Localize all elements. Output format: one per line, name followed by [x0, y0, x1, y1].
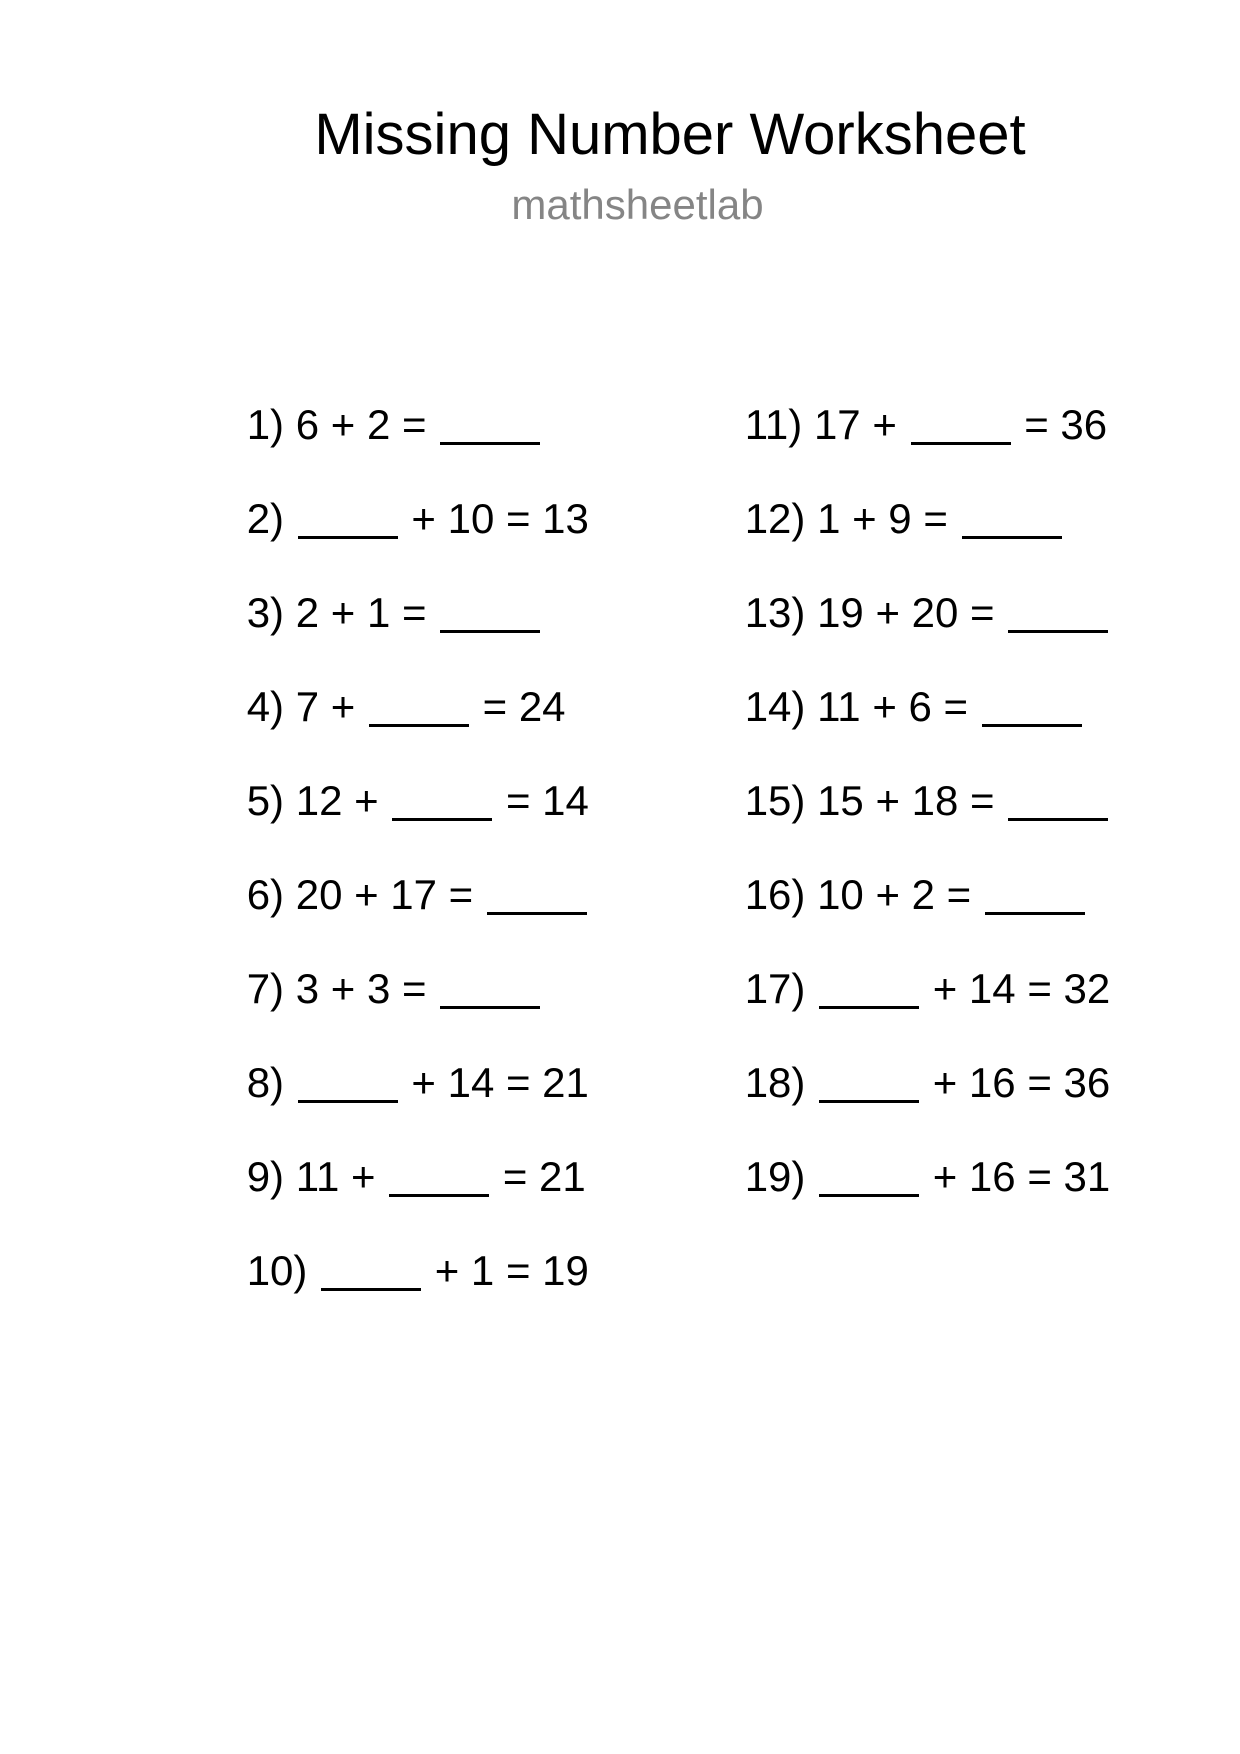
problem-left: 19 + 20 = [817, 589, 995, 636]
problem-left: 17 + [813, 401, 897, 448]
problem-number: 5) [246, 777, 285, 824]
problem-left: 12 + [295, 777, 379, 824]
problem-number: 15) [744, 777, 806, 824]
problem-number: 19) [744, 1153, 806, 1200]
problem-left: 3 + 3 = [295, 965, 427, 1012]
problem-right: + 14 = 32 [932, 965, 1111, 1012]
problem-number: 4) [246, 683, 285, 730]
problem-number: 14) [744, 683, 806, 730]
problem-right: + 16 = 36 [932, 1059, 1111, 1106]
problem-right: = 24 [482, 683, 566, 730]
problem-left: 6 + 2 = [295, 401, 427, 448]
problem-left: 2 + 1 = [295, 589, 427, 636]
problem-number: 1) [246, 401, 285, 448]
problem-left: 11 + [295, 1153, 376, 1200]
problem-left: 7 + [295, 683, 356, 730]
problem-left: 20 + 17 = [295, 871, 474, 918]
problem-10 [200, 1196, 589, 1346]
problem-number: 8) [246, 1059, 285, 1106]
problem-number: 11) [744, 401, 803, 448]
problem-right: + 16 = 31 [932, 1153, 1111, 1200]
problem-right: = 21 [502, 1153, 586, 1200]
problem-number: 6) [246, 871, 285, 918]
problem-right: = 14 [505, 777, 589, 824]
problem-right: + 1 = 19 [434, 1247, 589, 1294]
problem-number: 9) [246, 1153, 285, 1200]
answer-blank[interactable] [321, 1288, 421, 1291]
problem-19 [698, 1102, 1110, 1252]
problem-left: 15 + 18 = [817, 777, 995, 824]
problem-number: 16) [744, 871, 806, 918]
worksheet-subtitle: mathsheetlab [511, 181, 764, 228]
problem-number: 3) [246, 589, 285, 636]
problem-right: + 14 = 21 [411, 1059, 589, 1106]
problem-right: + 10 = 13 [411, 495, 589, 542]
problem-number: 12) [744, 495, 806, 542]
problem-left: 11 + 6 = [817, 683, 969, 730]
problem-right: = 36 [1024, 401, 1108, 448]
worksheet-title: Missing Number Worksheet [314, 102, 1026, 167]
problem-number: 2) [246, 495, 285, 542]
problem-number: 13) [744, 589, 806, 636]
problem-number: 7) [246, 965, 285, 1012]
problem-number: 18) [744, 1059, 806, 1106]
problem-number: 17) [744, 965, 806, 1012]
problem-left: 10 + 2 = [817, 871, 972, 918]
answer-blank[interactable] [819, 1194, 919, 1197]
problem-left: 1 + 9 = [817, 495, 948, 542]
problem-number: 10) [246, 1247, 308, 1294]
